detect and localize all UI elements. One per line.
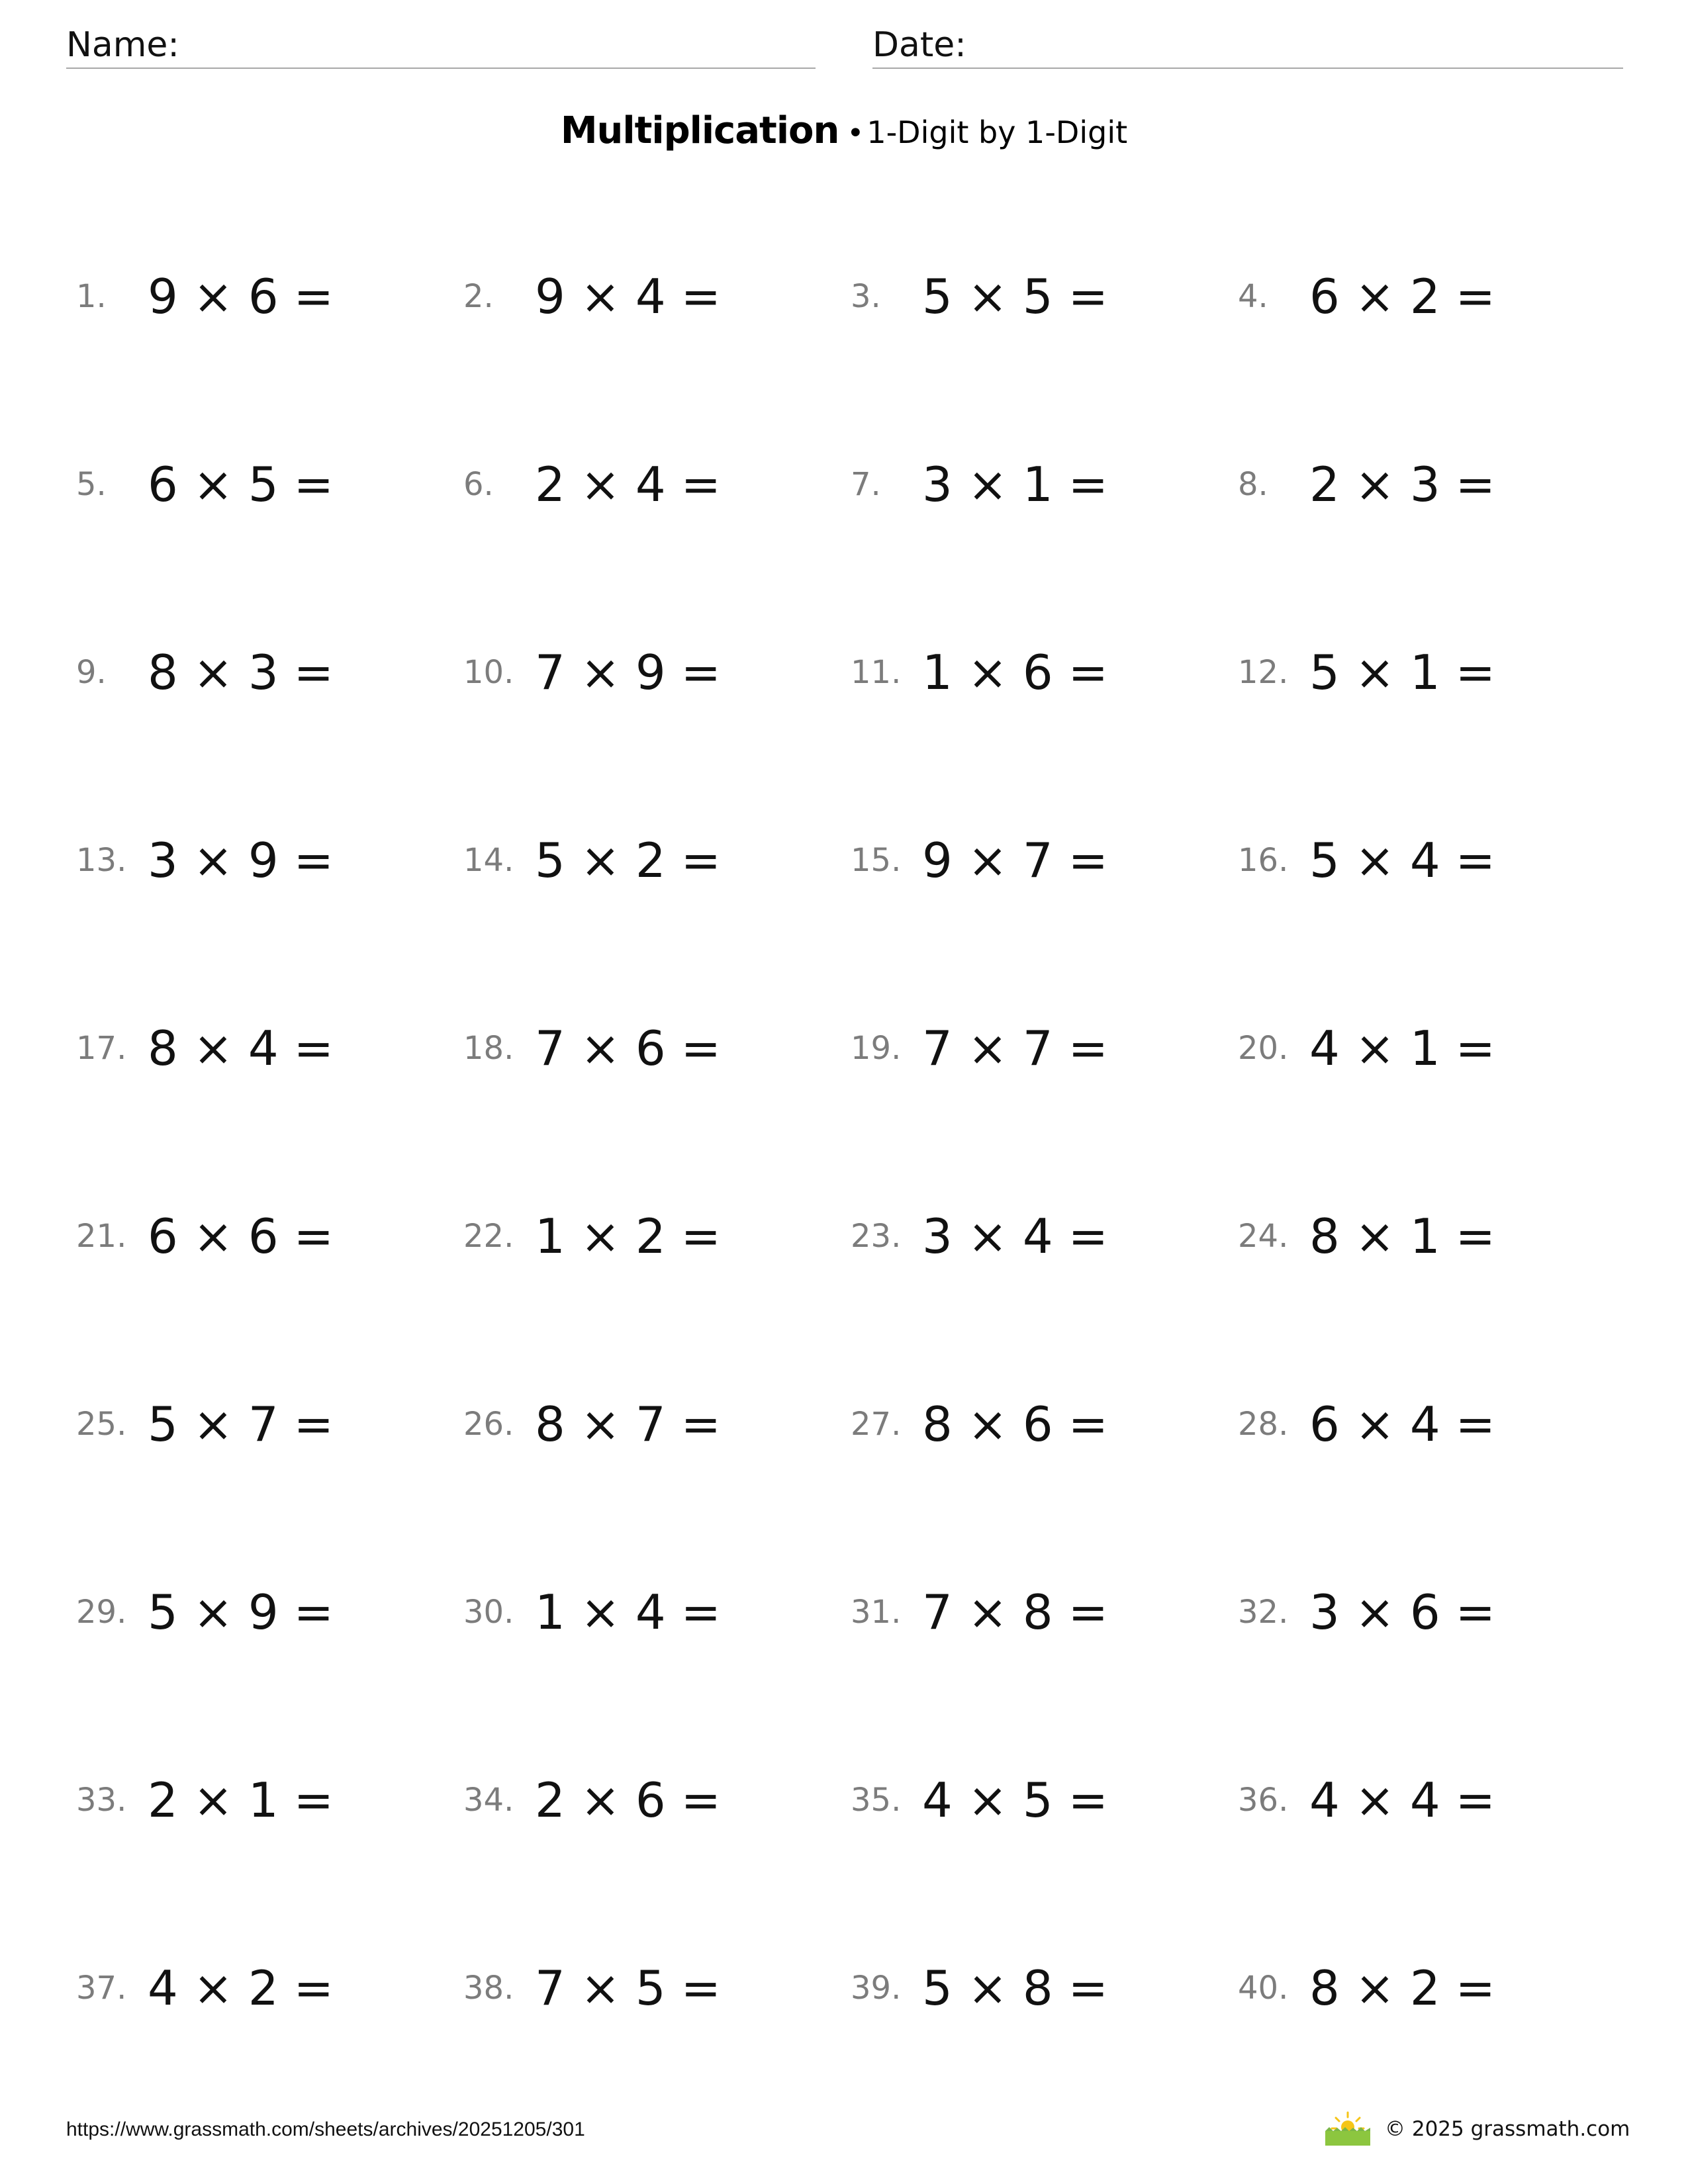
problem-expression: 7 × 8 = — [922, 1584, 1108, 1640]
problem-number: 33. — [76, 1782, 127, 1819]
problem-number: 30. — [463, 1594, 514, 1631]
problem-number: 1. — [76, 278, 107, 315]
problem-number: 10. — [463, 654, 514, 691]
problem-expression: 7 × 6 = — [535, 1021, 721, 1076]
problem-expression: 4 × 4 = — [1309, 1772, 1495, 1828]
footer-copyright: © 2025 grassmath.com — [1385, 2117, 1630, 2141]
footer-url[interactable]: https://www.grassmath.com/sheets/archives/20251205/301 — [66, 2118, 585, 2140]
problem-number: 31. — [851, 1594, 902, 1631]
worksheet-title — [0, 105, 1688, 166]
problem-number: 4. — [1238, 278, 1268, 315]
problem-expression: 9 × 6 = — [148, 269, 334, 324]
problem-number: 7. — [851, 466, 881, 503]
problem-expression: 8 × 1 = — [1309, 1208, 1495, 1264]
problem-number: 36. — [1238, 1782, 1289, 1819]
problem-expression: 6 × 4 = — [1309, 1396, 1495, 1452]
problem-number: 35. — [851, 1782, 902, 1819]
problem-expression: 6 × 2 = — [1309, 269, 1495, 324]
problem-expression: 1 × 2 = — [535, 1208, 721, 1264]
problem-number: 37. — [76, 1970, 127, 2007]
problem-expression: 3 × 4 = — [922, 1208, 1108, 1264]
problem-number: 22. — [463, 1218, 514, 1255]
problem-number: 40. — [1238, 1970, 1289, 2007]
problem-number: 9. — [76, 654, 107, 691]
problem-expression: 3 × 6 = — [1309, 1584, 1495, 1640]
problem-expression: 7 × 9 = — [535, 645, 721, 700]
problem-expression: 7 × 7 = — [922, 1021, 1108, 1076]
problem-number: 39. — [851, 1970, 902, 2007]
problem-number: 29. — [76, 1594, 127, 1631]
problem-expression: 5 × 9 = — [148, 1584, 334, 1640]
problem-number: 6. — [463, 466, 494, 503]
problem-number: 23. — [851, 1218, 902, 1255]
problem-expression: 4 × 1 = — [1309, 1021, 1495, 1076]
problem-number: 26. — [463, 1406, 514, 1443]
problem-number: 38. — [463, 1970, 514, 2007]
problem-expression: 8 × 4 = — [148, 1021, 334, 1076]
problem-number: 25. — [76, 1406, 127, 1443]
problem-number: 18. — [463, 1030, 514, 1067]
problem-number: 19. — [851, 1030, 902, 1067]
problem-expression: 2 × 4 = — [535, 457, 721, 512]
problem-expression: 2 × 6 = — [535, 1772, 721, 1828]
problem-expression: 8 × 3 = — [148, 645, 334, 700]
grass-icon — [1325, 2131, 1370, 2146]
problem-expression: 5 × 4 = — [1309, 833, 1495, 888]
title-main: Multiplication — [560, 109, 839, 152]
problem-expression: 8 × 2 = — [1309, 1960, 1495, 2016]
problem-number: 12. — [1238, 654, 1289, 691]
problem-expression: 1 × 6 = — [922, 645, 1108, 700]
problem-expression: 9 × 7 = — [922, 833, 1108, 888]
name-field[interactable] — [66, 23, 816, 69]
problem-number: 28. — [1238, 1406, 1289, 1443]
title-subtitle: 1-Digit by 1-Digit — [867, 114, 1128, 150]
problem-expression: 6 × 6 = — [148, 1208, 334, 1264]
problem-expression: 5 × 8 = — [922, 1960, 1108, 2016]
problem-number: 11. — [851, 654, 902, 691]
grass-sun-logo-icon — [1324, 2110, 1372, 2147]
problem-number: 2. — [463, 278, 494, 315]
problem-expression: 4 × 2 = — [148, 1960, 334, 2016]
problem-expression: 8 × 7 = — [535, 1396, 721, 1452]
title-bullet: • — [847, 116, 865, 150]
problem-number: 5. — [76, 466, 107, 503]
problem-expression: 9 × 4 = — [535, 269, 721, 324]
problem-number: 3. — [851, 278, 881, 315]
problem-expression: 2 × 3 = — [1309, 457, 1495, 512]
problem-number: 27. — [851, 1406, 902, 1443]
problem-number: 21. — [76, 1218, 127, 1255]
problem-number: 8. — [1238, 466, 1268, 503]
name-label: Name: — [66, 25, 179, 65]
problem-number: 17. — [76, 1030, 127, 1067]
problem-expression: 6 × 5 = — [148, 457, 334, 512]
problem-number: 16. — [1238, 842, 1289, 879]
problem-expression: 5 × 5 = — [922, 269, 1108, 324]
problem-number: 24. — [1238, 1218, 1289, 1255]
date-field[interactable] — [872, 23, 1623, 69]
problem-number: 14. — [463, 842, 514, 879]
date-label: Date: — [872, 25, 966, 65]
problem-expression: 3 × 1 = — [922, 457, 1108, 512]
problem-expression: 5 × 2 = — [535, 833, 721, 888]
problem-expression: 1 × 4 = — [535, 1584, 721, 1640]
problem-expression: 5 × 1 = — [1309, 645, 1495, 700]
problem-number: 32. — [1238, 1594, 1289, 1631]
problem-expression: 4 × 5 = — [922, 1772, 1108, 1828]
problem-number: 13. — [76, 842, 127, 879]
problem-expression: 3 × 9 = — [148, 833, 334, 888]
problem-number: 20. — [1238, 1030, 1289, 1067]
problem-number: 34. — [463, 1782, 514, 1819]
problem-expression: 8 × 6 = — [922, 1396, 1108, 1452]
problem-expression: 5 × 7 = — [148, 1396, 334, 1452]
problem-number: 15. — [851, 842, 902, 879]
problem-expression: 7 × 5 = — [535, 1960, 721, 2016]
problem-expression: 2 × 1 = — [148, 1772, 334, 1828]
